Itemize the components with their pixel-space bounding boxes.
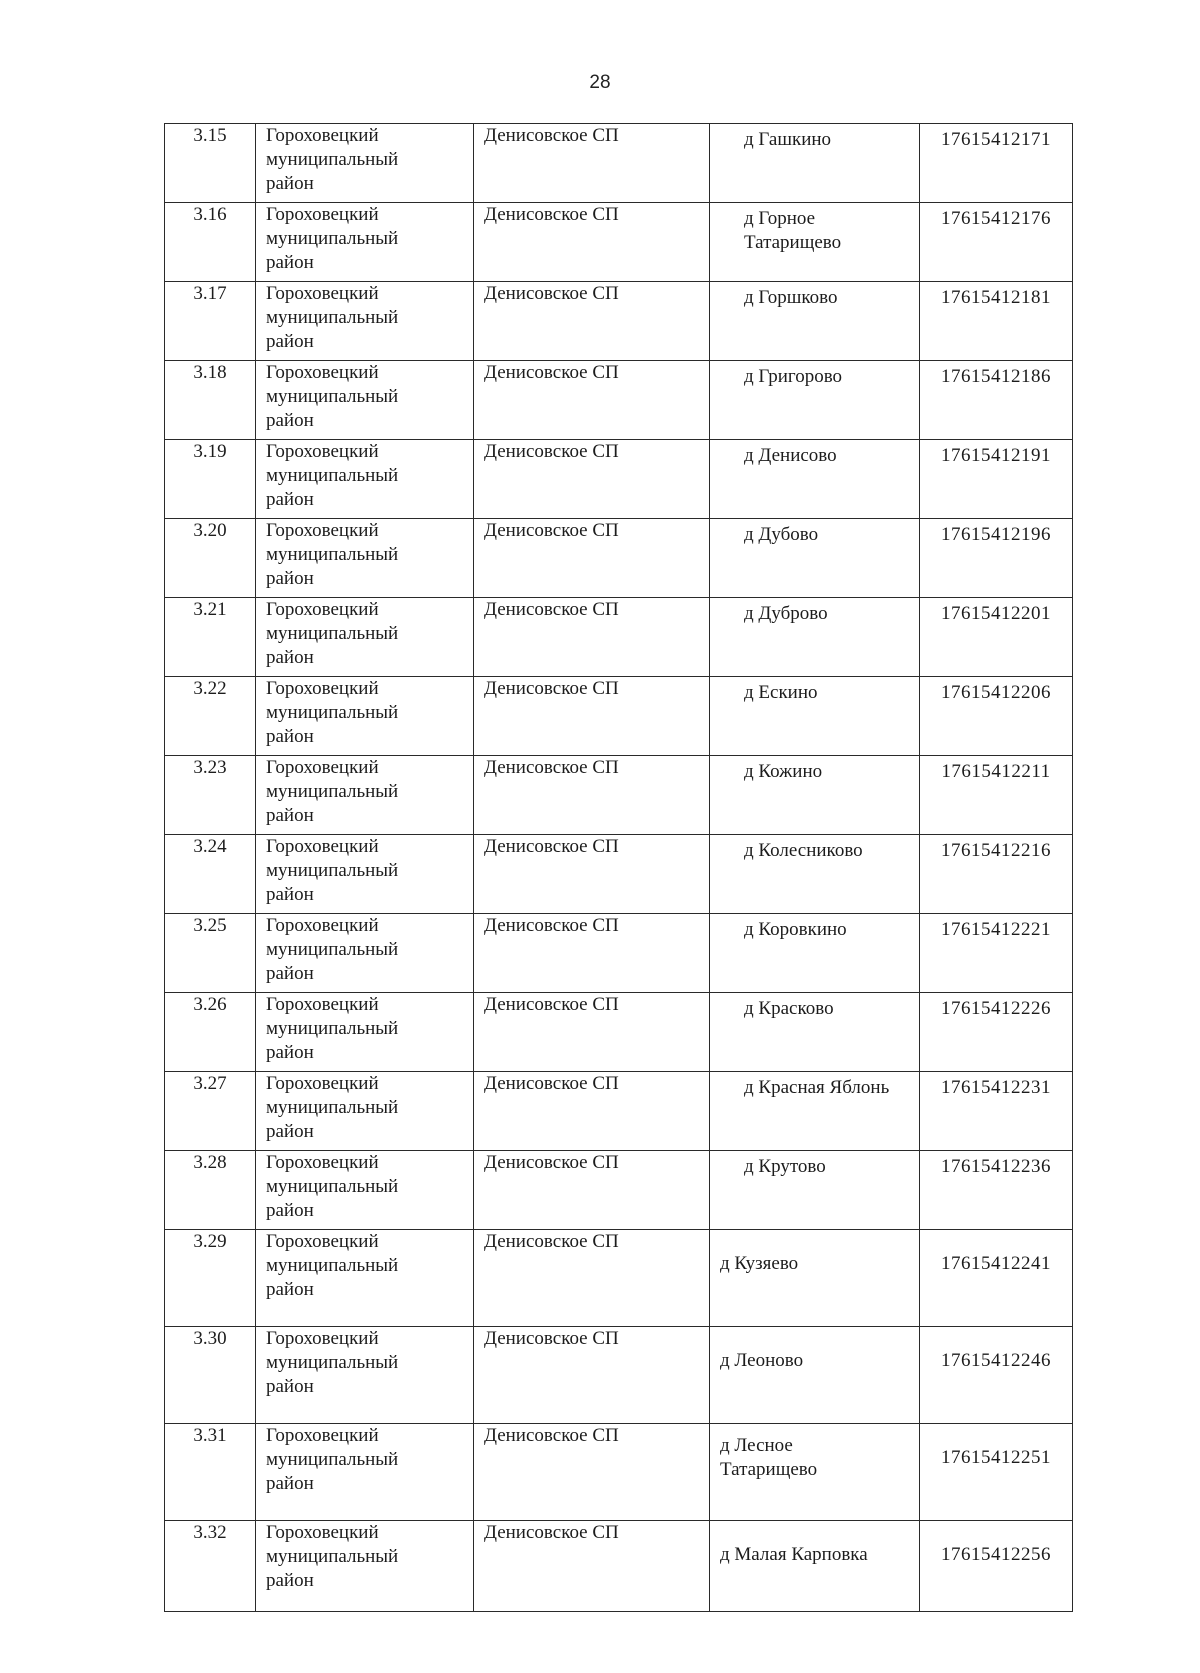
district-name: Гороховецкий муниципальный район — [266, 1152, 399, 1221]
settlement-name: Денисовское СП — [474, 519, 710, 598]
table-row — [165, 361, 1073, 440]
table-row — [165, 1151, 1073, 1230]
district-cell — [256, 598, 474, 677]
oktmo-code: 17615412176 — [920, 203, 1073, 282]
locality-cell — [710, 1230, 920, 1327]
locality-registry-table — [164, 123, 1073, 1612]
locality-name: д Колесниково — [744, 840, 863, 861]
row-number: 3.27 — [165, 1072, 256, 1151]
district-name: Гороховецкий муниципальный район — [266, 994, 399, 1063]
locality-name: д Коровкино — [744, 919, 847, 940]
locality-cell — [710, 598, 920, 677]
locality-cell — [710, 361, 920, 440]
locality-name: д Леоново — [720, 1350, 804, 1371]
settlement-name: Денисовское СП — [474, 598, 710, 677]
locality-cell — [710, 756, 920, 835]
district-cell — [256, 1521, 474, 1612]
table-row — [165, 835, 1073, 914]
district-cell — [256, 914, 474, 993]
table-row — [165, 1521, 1073, 1612]
locality-cell — [710, 203, 920, 282]
district-name: Гороховецкий муниципальный район — [266, 1522, 399, 1591]
district-cell — [256, 1151, 474, 1230]
row-number: 3.15 — [165, 124, 256, 203]
row-number: 3.18 — [165, 361, 256, 440]
locality-name: д Григорово — [744, 366, 843, 387]
settlement-name: Денисовское СП — [474, 361, 710, 440]
table-row — [165, 203, 1073, 282]
locality-name: д Лесное Татарищево — [720, 1435, 818, 1480]
locality-name: д Кожино — [744, 761, 823, 782]
district-name: Гороховецкий муниципальный район — [266, 204, 399, 273]
table-row — [165, 677, 1073, 756]
row-number: 3.24 — [165, 835, 256, 914]
district-cell — [256, 1424, 474, 1521]
settlement-name: Денисовское СП — [474, 124, 710, 203]
oktmo-code: 17615412231 — [920, 1072, 1073, 1151]
registry-table-body — [165, 124, 1073, 1612]
district-name: Гороховецкий муниципальный район — [266, 1073, 399, 1142]
table-row — [165, 519, 1073, 598]
locality-name: д Горшково — [744, 287, 838, 308]
table-row — [165, 993, 1073, 1072]
locality-name: д Ескино — [744, 682, 818, 703]
row-number: 3.16 — [165, 203, 256, 282]
district-cell — [256, 1327, 474, 1424]
row-number: 3.29 — [165, 1230, 256, 1327]
oktmo-code: 17615412181 — [920, 282, 1073, 361]
row-number: 3.21 — [165, 598, 256, 677]
oktmo-code: 17615412221 — [920, 914, 1073, 993]
district-cell — [256, 677, 474, 756]
district-name: Гороховецкий муниципальный район — [266, 125, 399, 194]
settlement-name: Денисовское СП — [474, 914, 710, 993]
locality-cell — [710, 677, 920, 756]
settlement-name: Денисовское СП — [474, 1151, 710, 1230]
district-name: Гороховецкий муниципальный район — [266, 362, 399, 431]
table-row — [165, 282, 1073, 361]
locality-cell — [710, 914, 920, 993]
row-number: 3.19 — [165, 440, 256, 519]
row-number: 3.28 — [165, 1151, 256, 1230]
district-cell — [256, 1230, 474, 1327]
locality-name: д Красная Яблонь — [744, 1077, 890, 1098]
locality-cell — [710, 519, 920, 598]
locality-cell — [710, 1521, 920, 1612]
locality-name: д Крутово — [744, 1156, 826, 1177]
table-row — [165, 756, 1073, 835]
settlement-name: Денисовское СП — [474, 1521, 710, 1612]
oktmo-code: 17615412236 — [920, 1151, 1073, 1230]
locality-cell — [710, 124, 920, 203]
district-cell — [256, 756, 474, 835]
district-name: Гороховецкий муниципальный район — [266, 836, 399, 905]
table-row — [165, 1424, 1073, 1521]
district-name: Гороховецкий муниципальный район — [266, 599, 399, 668]
settlement-name: Денисовское СП — [474, 756, 710, 835]
locality-name: д Гашкино — [744, 129, 832, 150]
locality-cell — [710, 1072, 920, 1151]
settlement-name: Денисовское СП — [474, 677, 710, 756]
oktmo-code: 17615412186 — [920, 361, 1073, 440]
district-cell — [256, 1072, 474, 1151]
locality-name: д Дубово — [744, 524, 819, 545]
table-row — [165, 440, 1073, 519]
locality-cell — [710, 1151, 920, 1230]
row-number: 3.20 — [165, 519, 256, 598]
district-cell — [256, 124, 474, 203]
locality-name: д Красково — [744, 998, 834, 1019]
row-number: 3.32 — [165, 1521, 256, 1612]
district-cell — [256, 993, 474, 1072]
locality-cell — [710, 440, 920, 519]
district-name: Гороховецкий муниципальный район — [266, 1328, 399, 1397]
settlement-name: Денисовское СП — [474, 993, 710, 1072]
district-name: Гороховецкий муниципальный район — [266, 757, 399, 826]
district-name: Гороховецкий муниципальный район — [266, 1425, 399, 1494]
row-number: 3.30 — [165, 1327, 256, 1424]
row-number: 3.23 — [165, 756, 256, 835]
locality-cell — [710, 835, 920, 914]
row-number: 3.17 — [165, 282, 256, 361]
table-row — [165, 124, 1073, 203]
locality-name: д Денисово — [744, 445, 837, 466]
oktmo-code: 17615412251 — [920, 1424, 1073, 1521]
locality-cell — [710, 1424, 920, 1521]
district-name: Гороховецкий муниципальный район — [266, 915, 399, 984]
table-row — [165, 1072, 1073, 1151]
district-cell — [256, 519, 474, 598]
district-name: Гороховецкий муниципальный район — [266, 1231, 399, 1300]
oktmo-code: 17615412196 — [920, 519, 1073, 598]
locality-cell — [710, 1327, 920, 1424]
oktmo-code: 17615412246 — [920, 1327, 1073, 1424]
locality-cell — [710, 993, 920, 1072]
row-number: 3.31 — [165, 1424, 256, 1521]
locality-name: д Малая Карповка — [720, 1544, 868, 1565]
district-name: Гороховецкий муниципальный район — [266, 678, 399, 747]
table-row — [165, 1327, 1073, 1424]
settlement-name: Денисовское СП — [474, 203, 710, 282]
oktmo-code: 17615412191 — [920, 440, 1073, 519]
table-row — [165, 598, 1073, 677]
locality-cell — [710, 282, 920, 361]
district-cell — [256, 203, 474, 282]
district-cell — [256, 440, 474, 519]
table-row — [165, 914, 1073, 993]
oktmo-code: 17615412241 — [920, 1230, 1073, 1327]
locality-name: д Дуброво — [744, 603, 828, 624]
oktmo-code: 17615412206 — [920, 677, 1073, 756]
settlement-name: Денисовское СП — [474, 835, 710, 914]
oktmo-code: 17615412226 — [920, 993, 1073, 1072]
district-name: Гороховецкий муниципальный район — [266, 441, 399, 510]
row-number: 3.26 — [165, 993, 256, 1072]
settlement-name: Денисовское СП — [474, 1327, 710, 1424]
settlement-name: Денисовское СП — [474, 440, 710, 519]
oktmo-code: 17615412171 — [920, 124, 1073, 203]
settlement-name: Денисовское СП — [474, 1072, 710, 1151]
district-cell — [256, 282, 474, 361]
table-row — [165, 1230, 1073, 1327]
oktmo-code: 17615412216 — [920, 835, 1073, 914]
page-number: 28 — [589, 72, 611, 93]
district-name: Гороховецкий муниципальный район — [266, 520, 399, 589]
oktmo-code: 17615412201 — [920, 598, 1073, 677]
oktmo-code: 17615412211 — [920, 756, 1073, 835]
district-cell — [256, 361, 474, 440]
district-name: Гороховецкий муниципальный район — [266, 283, 399, 352]
settlement-name: Денисовское СП — [474, 282, 710, 361]
locality-name: д Кузяево — [720, 1253, 799, 1274]
settlement-name: Денисовское СП — [474, 1230, 710, 1327]
row-number: 3.25 — [165, 914, 256, 993]
row-number: 3.22 — [165, 677, 256, 756]
settlement-name: Денисовское СП — [474, 1424, 710, 1521]
district-cell — [256, 835, 474, 914]
oktmo-code: 17615412256 — [920, 1521, 1073, 1612]
locality-name: д Горное Татарищево — [744, 208, 842, 253]
